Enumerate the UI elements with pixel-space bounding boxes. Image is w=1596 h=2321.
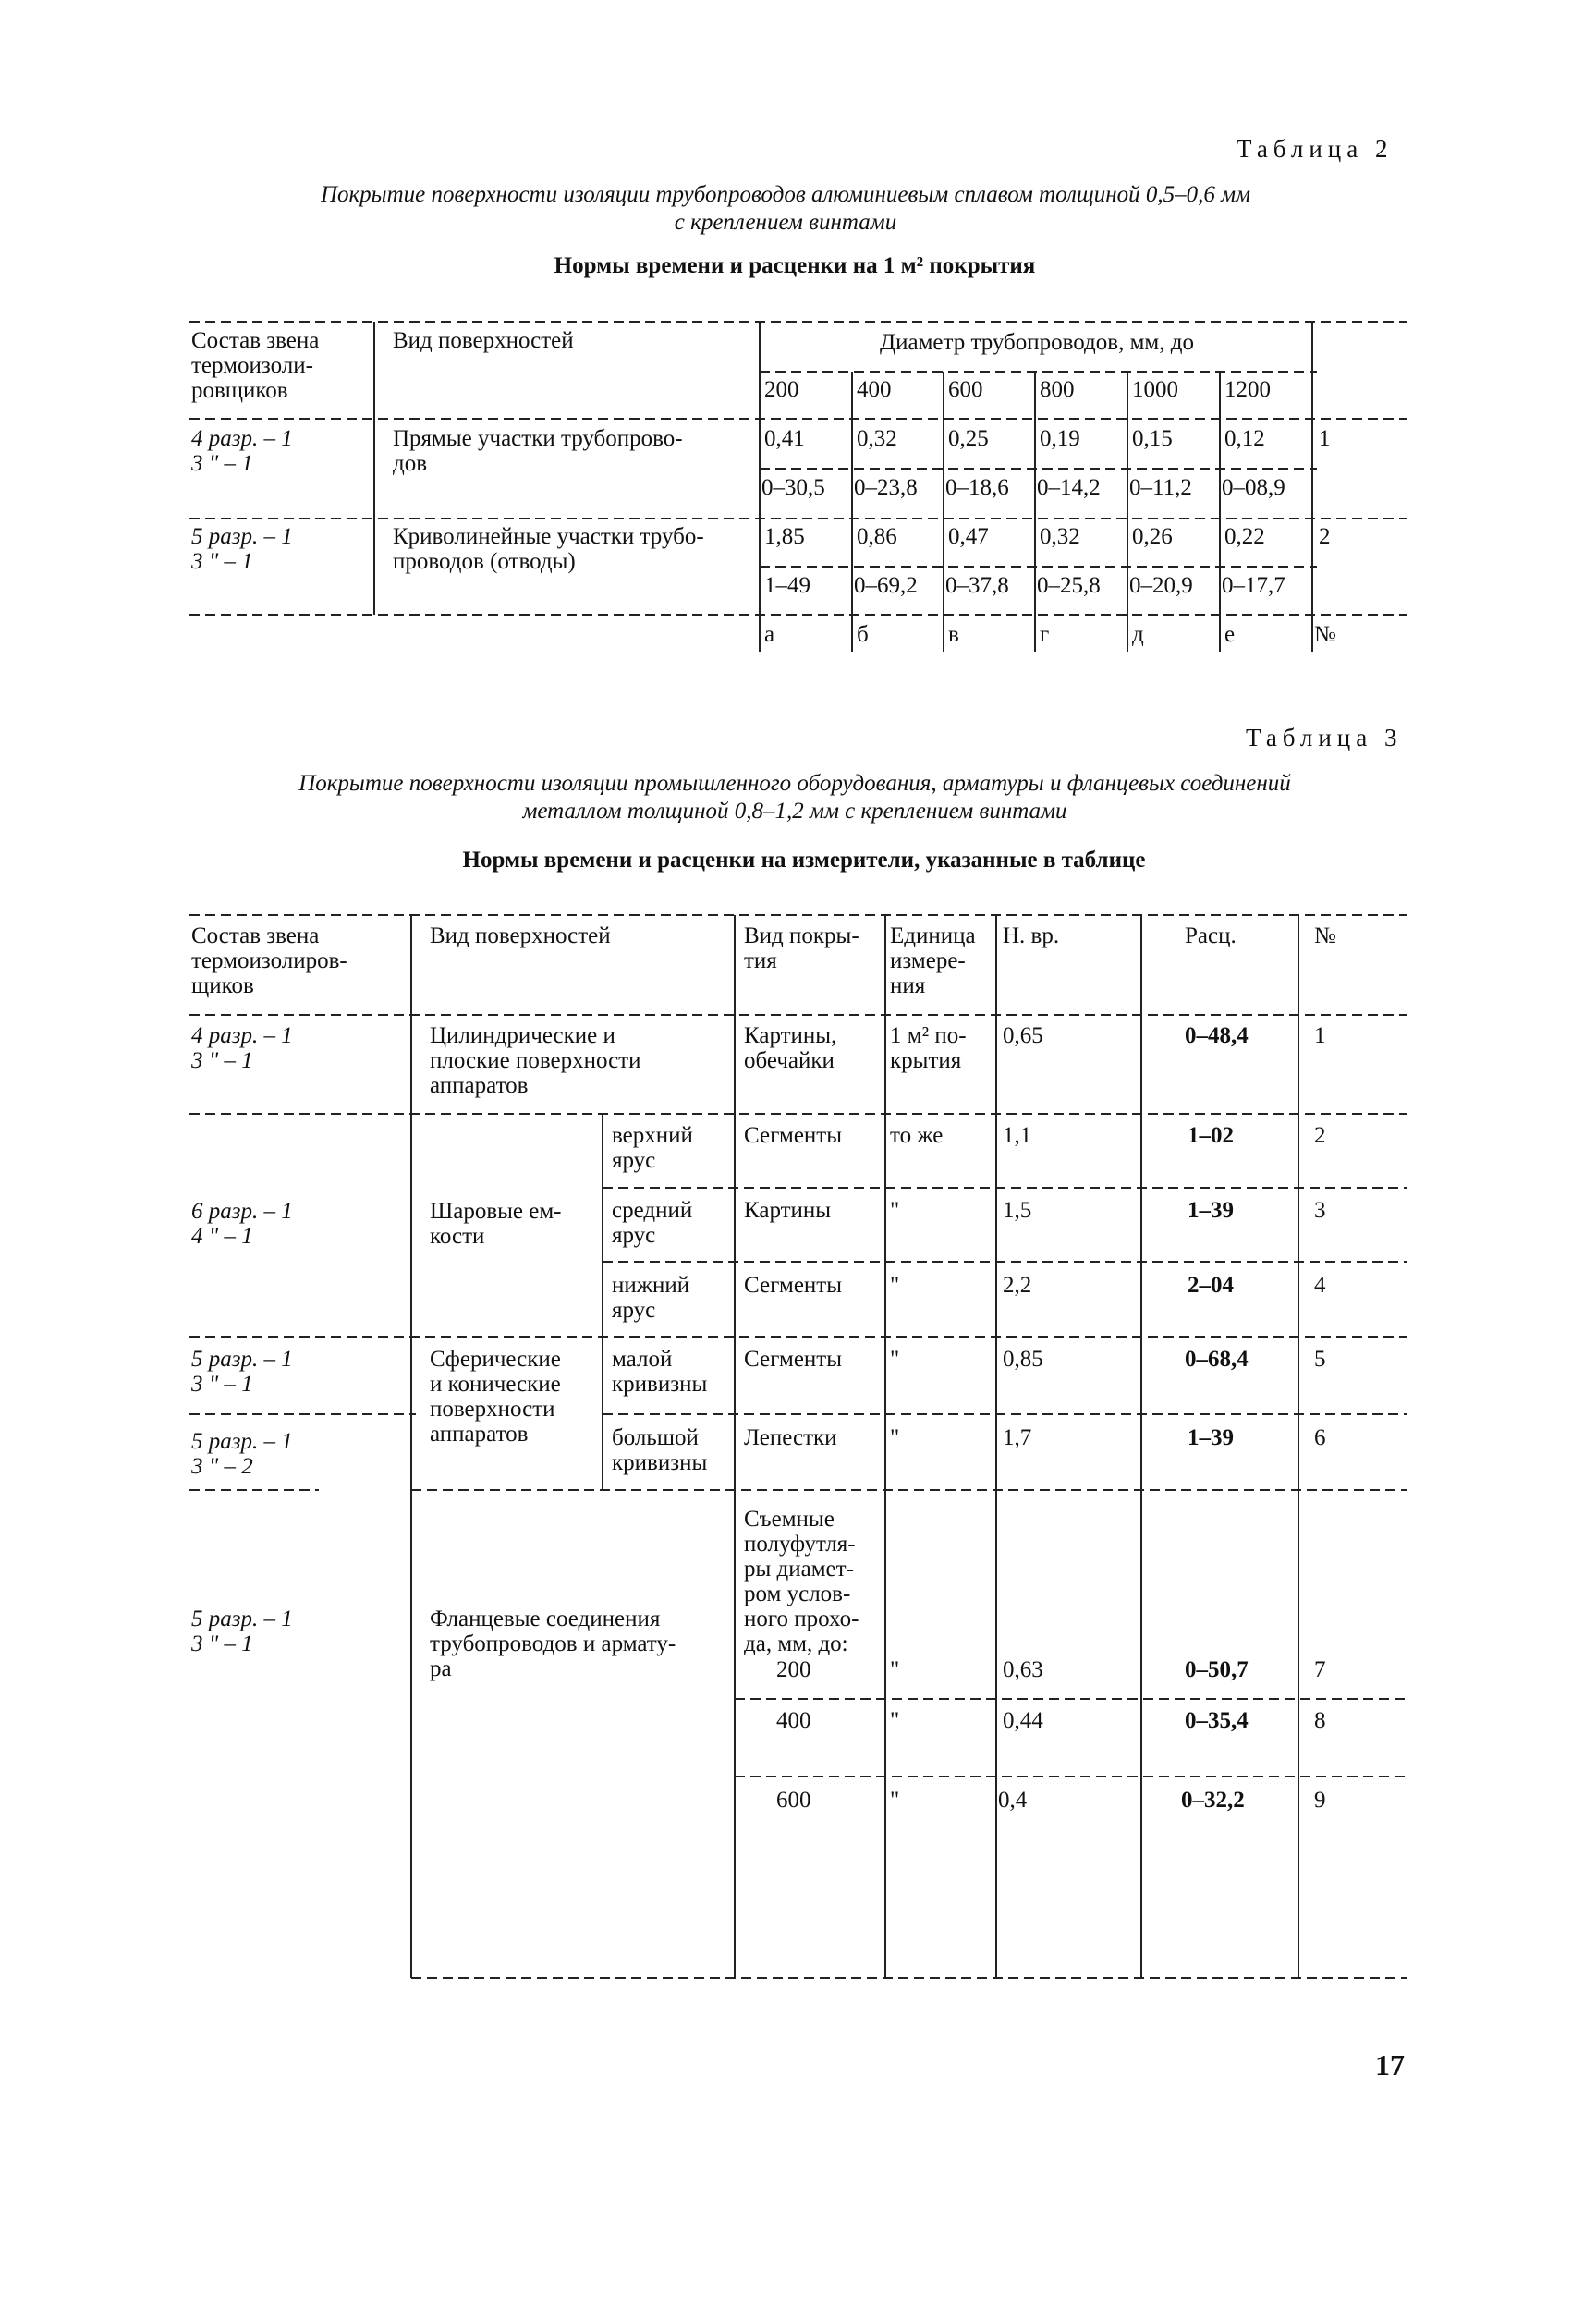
t3-r6-price: 1–39: [1188, 1425, 1234, 1450]
t3-r9-norm: 0,4: [998, 1788, 1028, 1813]
t2-diam-1000: 1000: [1132, 377, 1178, 402]
t2-r1-norm-e: 0,15: [1132, 426, 1173, 451]
t3-r8-price: 0–35,4: [1185, 1708, 1249, 1733]
table3-title-line1: Покрытие поверхности изоляции промышленного оборудования, арматуры и фланцевых соединений: [298, 771, 1291, 796]
t2-diam-800: 800: [1040, 377, 1075, 402]
t2-row2-surface-1: Криволинейные участки трубо-: [393, 524, 704, 549]
t3-r4-price: 2–04: [1188, 1273, 1234, 1298]
t2-r1-norm-c: 0,25: [948, 426, 989, 451]
t2-r1-norm-b: 0,32: [857, 426, 897, 451]
t2-header-diameter: Диаметр трубопроводов, мм, до: [880, 330, 1194, 355]
t3-r1-crew-2: 3 " – 1: [191, 1048, 253, 1073]
t3-r1-unit: [890, 1023, 967, 1073]
table2-title-line1: Покрытие поверхности изоляции трубопроводов алюминиевым сплавом толщиной 0,5–0,6 мм: [320, 182, 1251, 207]
t3-r2-tier-1: верхний: [612, 1123, 693, 1148]
t3-r2-tier-2: ярус: [612, 1148, 656, 1173]
t3-r8-num: 8: [1314, 1708, 1326, 1733]
t3-r5-num: 5: [1314, 1347, 1326, 1372]
t3-r4-tier-1: нижний: [612, 1273, 690, 1298]
t3-r2-unit: то же: [890, 1123, 944, 1148]
t2-r2-norm-f: 0,22: [1224, 524, 1265, 549]
t3-flanges-cover-4: ром услов-: [744, 1582, 851, 1606]
t3-r5-cover: Сегменты: [744, 1347, 843, 1372]
t3-r5-crew-2: 3 " – 1: [191, 1372, 253, 1397]
t2-r2-norm-d: 0,32: [1040, 524, 1080, 549]
t3-r4-unit: ": [890, 1273, 900, 1298]
t3-r9-unit: ": [890, 1788, 900, 1813]
t3-r3-unit: ": [890, 1198, 900, 1223]
t2-r2-norm-a: 1,85: [764, 524, 805, 549]
t3-r4-cover: Сегменты: [744, 1273, 843, 1298]
t3-r2-cover: Сегменты: [744, 1123, 843, 1148]
t2-r1-price-f: 0–08,9: [1222, 475, 1285, 500]
t2-row2-surface: [393, 524, 704, 574]
t3-r1-unit-1: 1 м² по-: [890, 1023, 967, 1048]
table2-label: Таблица 2: [1237, 135, 1394, 163]
t3-r6-crew-2: 3 " – 2: [191, 1454, 253, 1479]
t3-r4-norm: 2,2: [1003, 1273, 1032, 1298]
t3-header-crew-2: термоизолиров-: [191, 948, 347, 973]
t2-r1-price-e: 0–11,2: [1129, 475, 1192, 500]
t3-r9-price: 0–32,2: [1181, 1788, 1245, 1813]
t3-header-crew-3: щиков: [191, 973, 254, 998]
t3-header-crew: [191, 923, 347, 998]
t2-diam-600: 600: [948, 377, 983, 402]
t2-r1-num: 1: [1319, 426, 1331, 451]
t3-spherical-surface-2: и конические: [430, 1372, 561, 1397]
t2-row1-crew-2: 3 " – 1: [191, 451, 253, 476]
table2-title-line2: с креплением винтами: [674, 210, 897, 235]
t3-r7-num: 7: [1314, 1657, 1326, 1682]
t3-r3-price: 1–39: [1188, 1198, 1234, 1223]
t3-r6-unit: ": [890, 1425, 900, 1450]
t3-spherical-surface-3: поверхности: [430, 1397, 555, 1422]
t3-r1-price: 0–48,4: [1185, 1023, 1249, 1048]
t3-r5-unit: ": [890, 1347, 900, 1372]
t3-flanges-crew-1: 5 разр. – 1: [191, 1606, 293, 1631]
t3-spheres-surface-1: Шаровые ем-: [430, 1199, 562, 1224]
t2-row2-crew-2: 3 " – 1: [191, 549, 253, 574]
table3-title: [166, 770, 1423, 825]
t2-row2-crew-1: 5 разр. – 1: [191, 524, 293, 549]
t3-spheres-surface: [430, 1199, 562, 1249]
t3-r3-norm: 1,5: [1003, 1198, 1032, 1223]
t2-diam-1200: 1200: [1224, 377, 1271, 402]
t2-row1-surface-1: Прямые участки трубопрово-: [393, 426, 683, 451]
t3-r2-tier: [612, 1123, 693, 1173]
t2-r1-price-d: 0–14,2: [1037, 475, 1101, 500]
t2-r1-price-b: 0–23,8: [854, 475, 918, 500]
t2-footer-num: №: [1314, 622, 1336, 647]
t3-r3-num: 3: [1314, 1198, 1326, 1223]
t2-r2-norm-c: 0,47: [948, 524, 989, 549]
t3-flanges-cover-6: да, мм, до:: [744, 1631, 848, 1656]
t3-r1-surface-2: плоские поверхности: [430, 1048, 641, 1073]
t3-flanges-cover-2: полуфутля-: [744, 1532, 856, 1557]
t3-header-cover: [744, 923, 859, 973]
t3-header-surface: Вид поверхностей: [430, 923, 611, 948]
page-number: 17: [1375, 2048, 1405, 2082]
t2-r2-price-d: 0–25,8: [1037, 573, 1101, 598]
t3-header-unit-1: Единица: [890, 923, 976, 948]
t3-r6-tier-1: большой: [612, 1425, 699, 1450]
t3-r1-crew-1: 4 разр. – 1: [191, 1023, 293, 1048]
t2-footer-f: е: [1224, 622, 1236, 647]
t2-r2-price-f: 0–17,7: [1222, 573, 1285, 598]
t3-r7-unit: ": [890, 1657, 900, 1682]
t2-footer-e: д: [1132, 622, 1144, 647]
t3-r1-surface-3: аппаратов: [430, 1073, 529, 1098]
t2-footer-d: г: [1040, 622, 1050, 647]
t2-row2-surface-2: проводов (отводы): [393, 549, 576, 574]
t2-row2-crew: [191, 524, 293, 574]
t2-row1-crew: [191, 426, 293, 476]
t3-r2-price: 1–02: [1188, 1123, 1234, 1148]
t2-footer-b: б: [857, 622, 869, 647]
t3-r7-d: 200: [776, 1657, 811, 1682]
t3-r7-price: 0–50,7: [1185, 1657, 1249, 1682]
t3-r2-num: 2: [1314, 1123, 1326, 1148]
t3-r1-cover: [744, 1023, 836, 1073]
t3-header-cover-2: тия: [744, 948, 777, 973]
t3-spheres-crew-1: 6 разр. – 1: [191, 1199, 293, 1224]
t3-flanges-surface-1: Фланцевые соединения: [430, 1606, 661, 1631]
t3-header-norm: Н. вр.: [1003, 923, 1060, 948]
t3-r1-cover-2: обечайки: [744, 1048, 835, 1073]
t3-r8-norm: 0,44: [1003, 1708, 1043, 1733]
t3-r1-num: 1: [1314, 1023, 1326, 1048]
t3-flanges-cover-5: ного прохо-: [744, 1606, 859, 1631]
t3-header-price: Расц.: [1185, 923, 1237, 948]
t3-spheres-crew: [191, 1199, 293, 1249]
t3-r4-num: 4: [1314, 1273, 1326, 1298]
t2-diam-200: 200: [764, 377, 799, 402]
t2-r1-norm-a: 0,41: [764, 426, 805, 451]
t2-r2-price-e: 0–20,9: [1129, 573, 1193, 598]
table3-subtitle: Нормы времени и расценки на измерители, указанные в таблице: [462, 848, 1146, 873]
t2-row1-crew-1: 4 разр. – 1: [191, 426, 293, 451]
t3-r7-norm: 0,63: [1003, 1657, 1043, 1682]
t2-r2-norm-e: 0,26: [1132, 524, 1173, 549]
t3-r4-tier: [612, 1273, 689, 1323]
t3-header-crew-1: Состав звена: [191, 923, 320, 948]
t3-flanges-surface: [430, 1606, 676, 1681]
t3-flanges-cover-1: Съемные: [744, 1507, 835, 1532]
t3-r5-price: 0–68,4: [1185, 1347, 1249, 1372]
t3-r5-tier-2: кривизны: [612, 1372, 708, 1397]
t3-r1-crew: [191, 1023, 293, 1073]
t3-r6-tier-2: кривизны: [612, 1450, 708, 1475]
t3-r8-d: 400: [776, 1708, 811, 1733]
t2-r2-num: 2: [1319, 524, 1331, 549]
t2-r2-price-a: 1–49: [764, 573, 810, 598]
t3-r9-num: 9: [1314, 1788, 1326, 1813]
t3-r6-crew: [191, 1429, 293, 1479]
t3-r4-tier-2: ярус: [612, 1298, 656, 1323]
t3-r6-cover: Лепестки: [744, 1425, 837, 1450]
t3-header-unit: [890, 923, 976, 998]
table3-title-line2: металлом толщиной 0,8–1,2 мм с креплением винтами: [522, 799, 1067, 824]
t3-r9-d: 600: [776, 1788, 811, 1813]
t3-spherical-surface-1: Сферические: [430, 1347, 561, 1372]
table3-label: Таблица 3: [1246, 724, 1403, 751]
t3-header-cover-1: Вид покры-: [744, 923, 859, 948]
t3-r1-surface: [430, 1023, 640, 1098]
t3-r5-tier: [612, 1347, 707, 1397]
t2-r2-price-c: 0–37,8: [945, 573, 1009, 598]
t2-r1-price-a: 0–30,5: [761, 475, 825, 500]
t2-footer-a: а: [764, 622, 775, 647]
t3-r5-crew: [191, 1347, 293, 1397]
t2-header-crew-1: Состав звена: [191, 328, 320, 353]
t2-r2-norm-b: 0,86: [857, 524, 897, 549]
t3-r1-unit-2: крытия: [890, 1048, 962, 1073]
t2-header-crew-3: ровщиков: [191, 378, 288, 403]
t3-r5-crew-1: 5 разр. – 1: [191, 1347, 293, 1372]
t2-header-crew-2: термоизоли-: [191, 353, 313, 378]
t3-r1-cover-1: Картины,: [744, 1023, 837, 1048]
t2-r1-norm-d: 0,19: [1040, 426, 1080, 451]
t2-footer-c: в: [948, 622, 959, 647]
t3-flanges-surface-3: ра: [430, 1656, 452, 1681]
t3-r3-tier-2: ярус: [612, 1223, 656, 1248]
t2-diam-400: 400: [857, 377, 892, 402]
t3-header-unit-3: ния: [890, 973, 926, 998]
t3-r6-norm: 1,7: [1003, 1425, 1032, 1450]
t2-r2-price-b: 0–69,2: [854, 573, 918, 598]
t2-row1-surface-2: дов: [393, 451, 428, 476]
t2-row1-surface: [393, 426, 683, 476]
t3-spherical-surface: [430, 1347, 561, 1447]
t3-r6-crew-1: 5 разр. – 1: [191, 1429, 293, 1454]
t3-flanges-cover-3: ры диамет-: [744, 1557, 854, 1582]
t3-spherical-surface-4: аппаратов: [430, 1422, 529, 1447]
t3-r6-tier: [612, 1425, 707, 1475]
t2-header-crew: [191, 328, 319, 403]
t3-r5-tier-1: малой: [612, 1347, 673, 1372]
t2-r1-price-c: 0–18,6: [945, 475, 1009, 500]
t3-flanges-cover: [744, 1507, 859, 1656]
t3-spheres-crew-2: 4 " – 1: [191, 1224, 253, 1249]
t3-flanges-crew: [191, 1606, 293, 1656]
t3-r5-norm: 0,85: [1003, 1347, 1043, 1372]
table2-subtitle: Нормы времени и расценки на 1 м² покрытия: [554, 253, 1036, 278]
t3-header-unit-2: измере-: [890, 948, 966, 973]
t2-r1-norm-f: 0,12: [1224, 426, 1265, 451]
t3-header-num: №: [1314, 923, 1336, 948]
t3-r6-num: 6: [1314, 1425, 1326, 1450]
t3-r3-tier-1: средний: [612, 1198, 693, 1223]
t3-spheres-surface-2: кости: [430, 1224, 485, 1249]
t3-r2-norm: 1,1: [1003, 1123, 1032, 1148]
t2-header-surface: Вид поверхностей: [393, 328, 574, 353]
t3-r1-norm: 0,65: [1003, 1023, 1043, 1048]
t3-r3-cover: Картины: [744, 1198, 832, 1223]
t3-r8-unit: ": [890, 1708, 900, 1733]
t3-flanges-surface-2: трубопроводов и армату-: [430, 1631, 676, 1656]
t3-r3-tier: [612, 1198, 692, 1248]
t3-flanges-crew-2: 3 " – 1: [191, 1631, 253, 1656]
t3-r1-surface-1: Цилиндрические и: [430, 1023, 615, 1048]
